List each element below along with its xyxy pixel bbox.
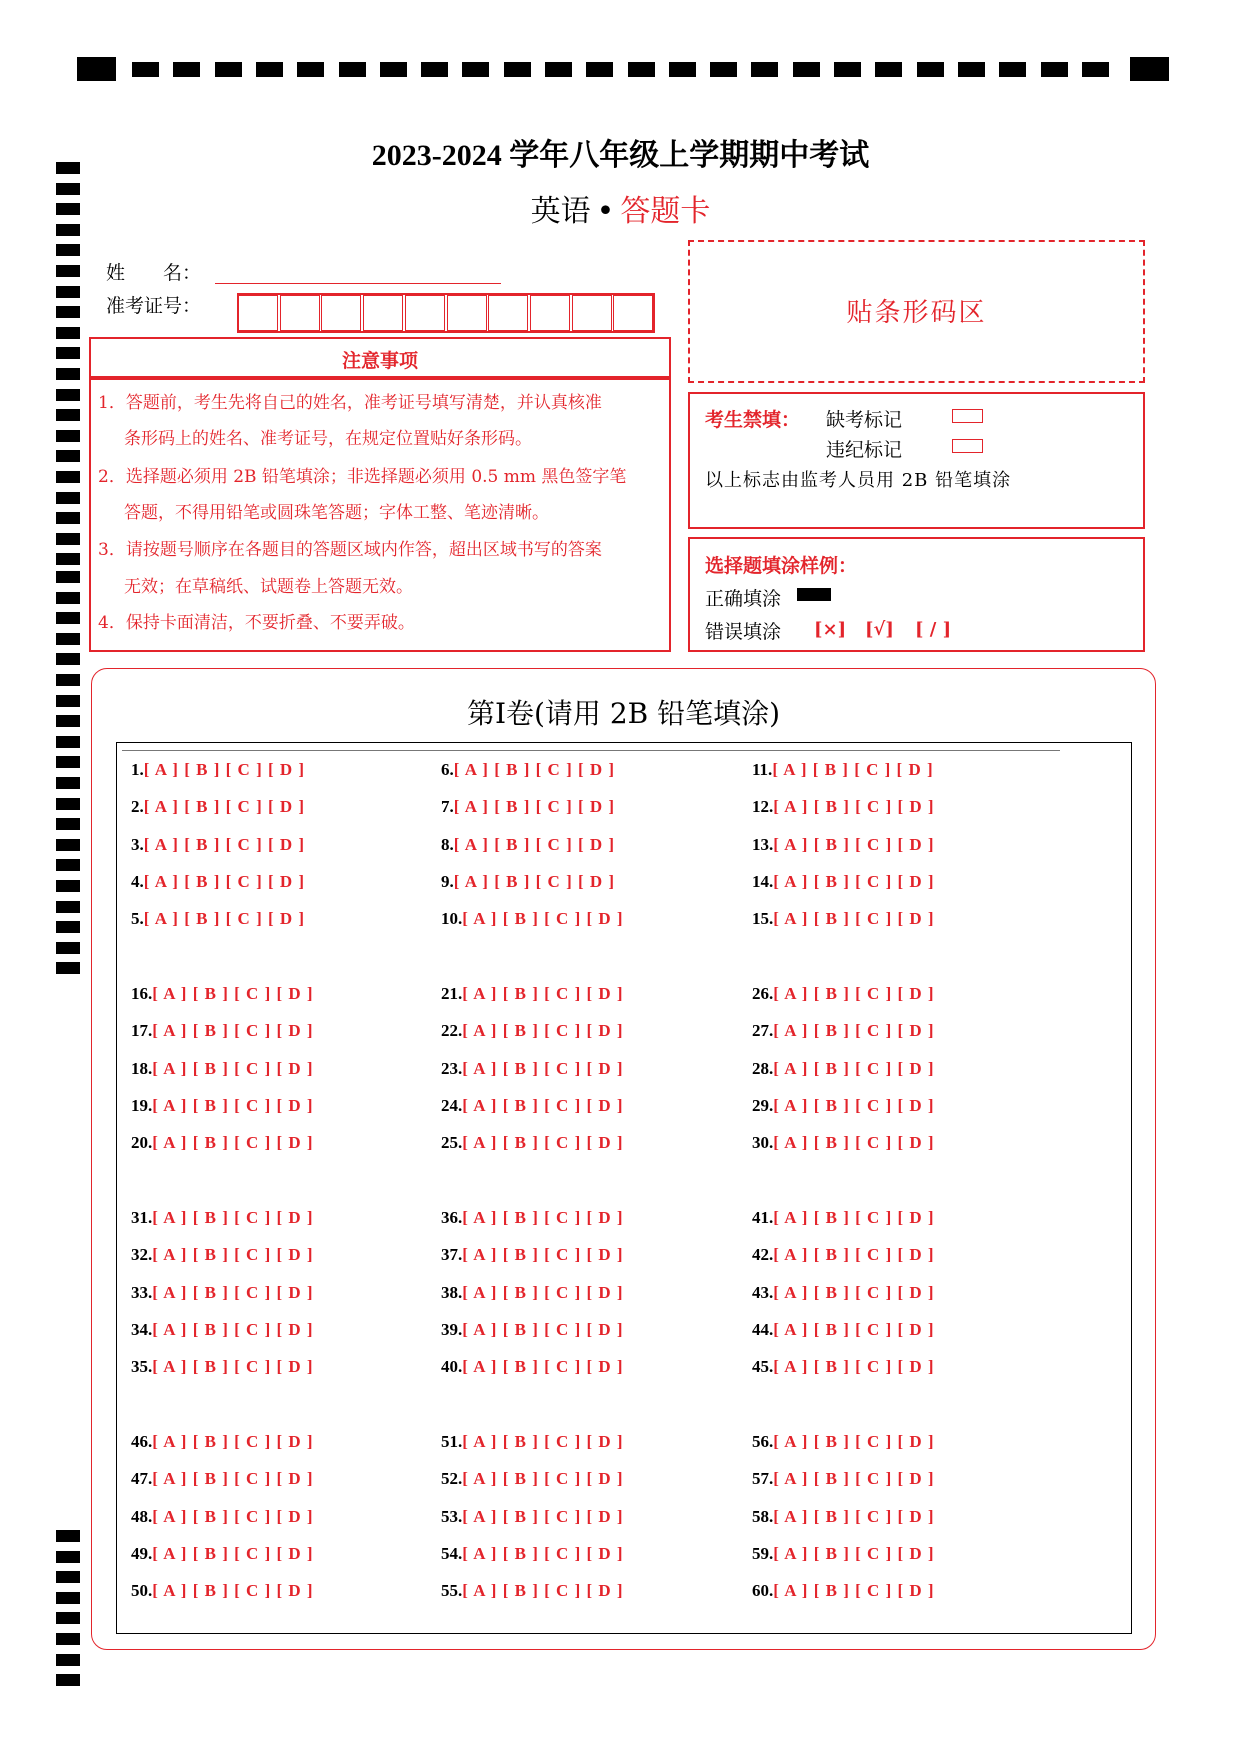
question-number: 56. <box>752 1432 774 1451</box>
question-number: 49. <box>131 1544 153 1563</box>
question-2-options[interactable] <box>131 797 305 817</box>
card-subtitle <box>0 186 1241 230</box>
timing-mark <box>56 553 80 565</box>
question-40-options[interactable] <box>441 1357 624 1377</box>
question-10-options[interactable] <box>441 909 624 929</box>
timing-mark <box>56 653 80 665</box>
timing-mark <box>56 571 80 583</box>
question-24-options[interactable] <box>441 1096 624 1116</box>
question-number: 3. <box>131 835 144 854</box>
question-21-options[interactable] <box>441 984 624 1004</box>
question-number: 17. <box>131 1021 153 1040</box>
question-number: 29. <box>752 1096 774 1115</box>
question-number: 39. <box>441 1320 463 1339</box>
question-number: 40. <box>441 1357 463 1376</box>
timing-mark <box>56 695 80 707</box>
question-number: 31. <box>131 1208 153 1227</box>
answer-bubbles[interactable]: [ A ] [ B ] [ C ] [ D ] <box>453 872 616 891</box>
timing-mark <box>56 347 80 359</box>
question-number: 19. <box>131 1096 153 1115</box>
timing-mark <box>56 715 80 727</box>
timing-mark <box>56 818 80 830</box>
timing-mark <box>421 62 448 77</box>
timing-mark <box>917 62 944 77</box>
question-38-options[interactable] <box>441 1283 624 1303</box>
timing-mark <box>132 62 159 77</box>
question-16-options[interactable] <box>131 984 314 1004</box>
question-number: 51. <box>441 1432 463 1451</box>
question-31-options[interactable] <box>131 1208 314 1228</box>
timing-mark <box>56 471 80 483</box>
answer-bubbles[interactable]: [ A ] [ B ] [ C ] [ D ] <box>453 760 616 779</box>
answer-bubbles[interactable]: [ A ] [ B ] [ C ] [ D ] <box>462 1021 624 1040</box>
question-number: 16. <box>131 984 153 1003</box>
timing-mark <box>56 512 80 524</box>
notice-line: 4．保持卡面清洁，不要折叠、不要弄破。 <box>98 613 415 633</box>
question-number: 13. <box>752 835 774 854</box>
id-digit-cell[interactable] <box>488 295 528 331</box>
card-type-label: 答题卡 <box>620 194 711 229</box>
timing-mark <box>77 57 116 81</box>
question-7-options[interactable] <box>441 797 615 817</box>
question-29-options[interactable] <box>752 1096 935 1116</box>
answer-bubbles[interactable]: [ A ] [ B ] [ C ] [ D ] <box>152 1544 314 1563</box>
timing-mark <box>56 1674 80 1686</box>
answer-bubbles[interactable]: [ A ] [ B ] [ C ] [ D ] <box>772 760 934 779</box>
question-number: 53. <box>441 1507 463 1526</box>
timing-mark <box>56 286 80 298</box>
notice-heading: 注意事项 <box>341 350 418 372</box>
question-43-options[interactable] <box>752 1283 935 1303</box>
answer-bubbles[interactable]: [ A ] [ B ] [ C ] [ D ] <box>462 1469 624 1488</box>
question-number: 1. <box>131 760 144 779</box>
id-digit-cell[interactable] <box>447 295 487 331</box>
question-60-options[interactable] <box>752 1581 935 1601</box>
question-34-options[interactable] <box>131 1320 314 1340</box>
question-number: 60. <box>752 1581 774 1600</box>
question-number: 45. <box>752 1357 774 1376</box>
timing-mark <box>504 62 531 77</box>
timing-mark <box>56 1571 80 1583</box>
timing-mark <box>56 265 80 277</box>
question-number: 4. <box>131 872 144 891</box>
answer-bubbles[interactable]: [ A ] [ B ] [ C ] [ D ] <box>152 1581 314 1600</box>
question-4-options[interactable] <box>131 872 305 892</box>
question-number: 36. <box>441 1208 463 1227</box>
timing-mark <box>1082 62 1109 77</box>
question-33-options[interactable] <box>131 1283 314 1303</box>
answer-bubbles[interactable]: [ A ] [ B ] [ C ] [ D ] <box>462 1208 624 1227</box>
question-44-options[interactable] <box>752 1320 935 1340</box>
answer-bubbles[interactable]: [ A ] [ B ] [ C ] [ D ] <box>152 1357 314 1376</box>
question-36-options[interactable] <box>441 1208 624 1228</box>
timing-mark <box>710 62 737 77</box>
answer-bubbles[interactable]: [ A ] [ B ] [ C ] [ D ] <box>152 1208 314 1227</box>
question-32-options[interactable] <box>131 1245 314 1265</box>
question-28-options[interactable] <box>752 1059 935 1079</box>
correct-fill-label: 正确填涂 <box>705 588 782 610</box>
name-label: 姓 名： <box>106 262 202 284</box>
id-digit-cell[interactable] <box>530 295 570 331</box>
question-56-options[interactable] <box>752 1432 935 1452</box>
question-number: 55. <box>441 1581 463 1600</box>
answer-bubbles[interactable]: [ A ] [ B ] [ C ] [ D ] <box>773 797 935 816</box>
answer-bubbles[interactable]: [ A ] [ B ] [ C ] [ D ] <box>152 1133 314 1152</box>
wrong-mark-cross: [×] <box>814 619 847 640</box>
answer-bubbles[interactable]: [ A ] [ B ] [ C ] [ D ] <box>462 1059 624 1078</box>
exam-title: 2023-2024 学年八年级上学期期中考试 <box>371 139 870 172</box>
answer-bubbles[interactable]: [ A ] [ B ] [ C ] [ D ] <box>773 1283 935 1302</box>
question-number: 5. <box>131 909 144 928</box>
question-17-options[interactable] <box>131 1021 314 1041</box>
timing-mark <box>56 368 80 380</box>
question-8-options[interactable] <box>441 835 615 855</box>
answer-bubbles[interactable]: [ A ] [ B ] [ C ] [ D ] <box>462 984 624 1003</box>
question-54-options[interactable] <box>441 1544 624 1564</box>
question-number: 32. <box>131 1245 153 1264</box>
question-19-options[interactable] <box>131 1096 314 1116</box>
barcode-area-label: 贴条形码区 <box>846 298 987 328</box>
answer-bubbles[interactable]: [ A ] [ B ] [ C ] [ D ] <box>152 1432 314 1451</box>
timing-mark <box>56 736 80 748</box>
id-digit-cell[interactable] <box>572 295 612 331</box>
answer-bubbles[interactable]: [ A ] [ B ] [ C ] [ D ] <box>462 1581 624 1600</box>
question-number: 44. <box>752 1320 774 1339</box>
timing-mark <box>1041 62 1068 77</box>
answer-bubbles[interactable]: [ A ] [ B ] [ C ] [ D ] <box>773 1469 935 1488</box>
timing-mark <box>56 901 80 913</box>
timing-mark <box>56 533 80 545</box>
question-22-options[interactable] <box>441 1021 624 1041</box>
question-number: 30. <box>752 1133 774 1152</box>
question-37-options[interactable] <box>441 1245 624 1265</box>
timing-mark <box>751 62 778 77</box>
id-digit-cell[interactable] <box>405 295 445 331</box>
notice-line: 2．选择题必须用 2B 铅笔填涂；非选择题必须用 0.5 mm 黑色签字笔 <box>98 467 627 487</box>
question-number: 58. <box>752 1507 774 1526</box>
timing-mark <box>56 430 80 442</box>
notice-line: 条形码上的姓名、准考证号，在规定位置贴好条形码。 <box>124 429 532 449</box>
section1-title: 第Ⅰ卷(请用 2B 铅笔填涂) <box>466 697 781 730</box>
answer-bubbles[interactable]: [ A ] [ B ] [ C ] [ D ] <box>453 797 616 816</box>
answer-grid-top-rule <box>122 750 1060 751</box>
subtitle-separator: • <box>596 194 615 229</box>
notice-line: 无效；在草稿纸、试题卷上答题无效。 <box>124 577 413 597</box>
timing-mark <box>56 839 80 851</box>
question-number: 34. <box>131 1320 153 1339</box>
question-53-options[interactable] <box>441 1507 624 1527</box>
answer-bubbles[interactable]: [ A ] [ B ] [ C ] [ D ] <box>773 1320 935 1339</box>
correct-fill-mark <box>797 588 831 601</box>
fill-sample-heading: 选择题填涂样例： <box>705 555 858 577</box>
question-number: 43. <box>752 1283 774 1302</box>
question-30-options[interactable] <box>752 1133 935 1153</box>
question-41-options[interactable] <box>752 1208 935 1228</box>
question-9-options[interactable] <box>441 872 615 892</box>
id-digit-cell[interactable] <box>280 295 320 331</box>
question-46-options[interactable] <box>131 1432 314 1452</box>
answer-bubbles[interactable]: [ A ] [ B ] [ C ] [ D ] <box>143 909 306 928</box>
id-digit-cell[interactable] <box>238 295 278 331</box>
answer-bubbles[interactable]: [ A ] [ B ] [ C ] [ D ] <box>462 1283 624 1302</box>
question-number: 42. <box>752 1245 774 1264</box>
question-18-options[interactable] <box>131 1059 314 1079</box>
absent-mark-label: 缺考标记 <box>826 409 903 431</box>
timing-mark <box>56 1551 80 1563</box>
timing-mark <box>56 1530 80 1542</box>
timing-mark <box>56 409 80 421</box>
timing-mark <box>56 1592 80 1604</box>
question-11-options[interactable] <box>752 760 934 780</box>
timing-mark <box>1130 57 1169 81</box>
question-1-options[interactable] <box>131 760 305 780</box>
answer-bubbles[interactable]: [ A ] [ B ] [ C ] [ D ] <box>462 1432 624 1451</box>
timing-mark <box>56 674 80 686</box>
answer-bubbles[interactable]: [ A ] [ B ] [ C ] [ D ] <box>773 1544 935 1563</box>
answer-bubbles[interactable]: [ A ] [ B ] [ C ] [ D ] <box>773 1581 935 1600</box>
timing-mark <box>56 1612 80 1624</box>
examiner-note: 以上标志由监考人员用 2B 铅笔填涂 <box>705 470 1012 491</box>
timing-mark <box>56 1633 80 1645</box>
question-5-options[interactable] <box>131 909 305 929</box>
answer-bubbles[interactable]: [ A ] [ B ] [ C ] [ D ] <box>773 1432 935 1451</box>
answer-bubbles[interactable]: [ A ] [ B ] [ C ] [ D ] <box>152 1021 314 1040</box>
timing-mark <box>56 1654 80 1666</box>
timing-mark <box>56 880 80 892</box>
question-number: 27. <box>752 1021 774 1040</box>
timing-mark <box>56 633 80 645</box>
answer-bubbles[interactable]: [ A ] [ B ] [ C ] [ D ] <box>773 1096 935 1115</box>
question-number: 38. <box>441 1283 463 1302</box>
answer-bubbles[interactable]: [ A ] [ B ] [ C ] [ D ] <box>462 1507 624 1526</box>
question-23-options[interactable] <box>441 1059 624 1079</box>
answer-bubbles[interactable]: [ A ] [ B ] [ C ] [ D ] <box>462 1133 624 1152</box>
question-48-options[interactable] <box>131 1507 314 1527</box>
notice-line: 1．答题前，考生先将自己的姓名，准考证号填写清楚，并认真核准 <box>98 393 602 413</box>
id-digit-cell[interactable] <box>321 295 361 331</box>
examiner-only-heading: 考生禁填： <box>705 409 801 431</box>
answer-bubbles[interactable]: [ A ] [ B ] [ C ] [ D ] <box>462 1096 624 1115</box>
notice-line: 3．请按题号顺序在各题目的答题区域内作答，超出区域书写的答案 <box>98 540 602 560</box>
question-number: 41. <box>752 1208 774 1227</box>
answer-bubbles[interactable]: [ A ] [ B ] [ C ] [ D ] <box>152 1245 314 1264</box>
question-14-options[interactable] <box>752 872 935 892</box>
question-number: 59. <box>752 1544 774 1563</box>
timing-mark <box>56 327 80 339</box>
answer-bubbles[interactable]: [ A ] [ B ] [ C ] [ D ] <box>143 872 306 891</box>
timing-mark <box>297 62 324 77</box>
answer-bubbles[interactable]: [ A ] [ B ] [ C ] [ D ] <box>773 1507 935 1526</box>
timing-mark <box>56 612 80 624</box>
answer-bubbles[interactable]: [ A ] [ B ] [ C ] [ D ] <box>462 909 624 928</box>
question-number: 26. <box>752 984 774 1003</box>
answer-bubbles[interactable]: [ A ] [ B ] [ C ] [ D ] <box>462 1544 624 1563</box>
timing-mark <box>834 62 861 77</box>
timing-mark <box>56 756 80 768</box>
answer-bubbles[interactable]: [ A ] [ B ] [ C ] [ D ] <box>152 1059 314 1078</box>
timing-mark <box>56 492 80 504</box>
question-47-options[interactable] <box>131 1469 314 1489</box>
timing-mark <box>215 62 242 77</box>
timing-mark <box>793 62 820 77</box>
answer-bubbles[interactable]: [ A ] [ B ] [ C ] [ D ] <box>152 1507 314 1526</box>
wrong-fill-label: 错误填涂 <box>705 621 782 643</box>
wrong-mark-slash: [ / ] <box>915 619 952 640</box>
answer-bubbles[interactable]: [ A ] [ B ] [ C ] [ D ] <box>152 984 314 1003</box>
answer-bubbles[interactable]: [ A ] [ B ] [ C ] [ D ] <box>773 1133 935 1152</box>
timing-mark <box>545 62 572 77</box>
timing-mark <box>958 62 985 77</box>
question-number: 28. <box>752 1059 774 1078</box>
question-number: 33. <box>131 1283 153 1302</box>
timing-mark <box>999 62 1026 77</box>
timing-mark <box>173 62 200 77</box>
question-number: 9. <box>441 872 454 891</box>
question-number: 46. <box>131 1432 153 1451</box>
question-number: 20. <box>131 1133 153 1152</box>
question-6-options[interactable] <box>441 760 615 780</box>
question-number: 35. <box>131 1357 153 1376</box>
violation-mark-label: 违纪标记 <box>826 439 903 461</box>
timing-mark <box>256 62 283 77</box>
question-50-options[interactable] <box>131 1581 314 1601</box>
answer-bubbles[interactable]: [ A ] [ B ] [ C ] [ D ] <box>152 1283 314 1302</box>
question-number: 21. <box>441 984 463 1003</box>
answer-bubbles[interactable]: [ A ] [ B ] [ C ] [ D ] <box>143 835 306 854</box>
answer-bubbles[interactable]: [ A ] [ B ] [ C ] [ D ] <box>773 1357 935 1376</box>
timing-mark <box>56 859 80 871</box>
question-49-options[interactable] <box>131 1544 314 1564</box>
answer-bubbles[interactable]: [ A ] [ B ] [ C ] [ D ] <box>152 1320 314 1339</box>
timing-mark <box>56 798 80 810</box>
question-number: 10. <box>441 909 463 928</box>
question-number: 8. <box>441 835 454 854</box>
timing-mark <box>56 592 80 604</box>
answer-bubbles[interactable]: [ A ] [ B ] [ C ] [ D ] <box>773 1021 935 1040</box>
timing-mark <box>669 62 696 77</box>
question-42-options[interactable] <box>752 1245 935 1265</box>
answer-bubbles[interactable]: [ A ] [ B ] [ C ] [ D ] <box>462 1357 624 1376</box>
id-digit-cell[interactable] <box>613 295 653 331</box>
timing-mark <box>56 450 80 462</box>
question-number: 24. <box>441 1096 463 1115</box>
question-12-options[interactable] <box>752 797 935 817</box>
timing-mark <box>875 62 902 77</box>
question-45-options[interactable] <box>752 1357 935 1377</box>
question-number: 37. <box>441 1245 463 1264</box>
notice-line: 答题，不得用铅笔或圆珠笔答题；字体工整、笔迹清晰。 <box>124 503 549 523</box>
question-number: 52. <box>441 1469 463 1488</box>
timing-mark <box>56 962 80 974</box>
timing-mark <box>586 62 613 77</box>
answer-bubbles[interactable]: [ A ] [ B ] [ C ] [ D ] <box>453 835 616 854</box>
question-number: 57. <box>752 1469 774 1488</box>
timing-mark <box>56 306 80 318</box>
question-number: 6. <box>441 760 454 779</box>
violation-mark-box[interactable] <box>952 439 983 453</box>
question-number: 25. <box>441 1133 463 1152</box>
question-3-options[interactable] <box>131 835 305 855</box>
question-52-options[interactable] <box>441 1469 624 1489</box>
answer-bubbles[interactable]: [ A ] [ B ] [ C ] [ D ] <box>143 797 306 816</box>
question-number: 47. <box>131 1469 153 1488</box>
question-26-options[interactable] <box>752 984 935 1004</box>
answer-bubbles[interactable]: [ A ] [ B ] [ C ] [ D ] <box>773 872 935 891</box>
question-number: 7. <box>441 797 454 816</box>
question-number: 18. <box>131 1059 153 1078</box>
question-25-options[interactable] <box>441 1133 624 1153</box>
question-number: 50. <box>131 1581 153 1600</box>
question-number: 12. <box>752 797 774 816</box>
question-number: 22. <box>441 1021 463 1040</box>
answer-bubbles[interactable]: [ A ] [ B ] [ C ] [ D ] <box>152 1096 314 1115</box>
answer-bubbles[interactable]: [ A ] [ B ] [ C ] [ D ] <box>773 1059 935 1078</box>
timing-mark <box>56 389 80 401</box>
question-number: 23. <box>441 1059 463 1078</box>
timing-mark <box>56 777 80 789</box>
question-number: 54. <box>441 1544 463 1563</box>
question-number: 2. <box>131 797 144 816</box>
absent-mark-box[interactable] <box>952 409 983 423</box>
timing-mark <box>56 942 80 954</box>
question-39-options[interactable] <box>441 1320 624 1340</box>
answer-bubbles[interactable]: [ A ] [ B ] [ C ] [ D ] <box>462 1245 624 1264</box>
answer-bubbles[interactable]: [ A ] [ B ] [ C ] [ D ] <box>462 1320 624 1339</box>
question-15-options[interactable] <box>752 909 935 929</box>
answer-bubbles[interactable]: [ A ] [ B ] [ C ] [ D ] <box>773 984 935 1003</box>
answer-bubbles[interactable]: [ A ] [ B ] [ C ] [ D ] <box>773 909 935 928</box>
question-59-options[interactable] <box>752 1544 935 1564</box>
question-51-options[interactable] <box>441 1432 624 1452</box>
answer-bubbles[interactable]: [ A ] [ B ] [ C ] [ D ] <box>773 1208 935 1227</box>
question-58-options[interactable] <box>752 1507 935 1527</box>
timing-mark <box>380 62 407 77</box>
answer-bubbles[interactable]: [ A ] [ B ] [ C ] [ D ] <box>152 1469 314 1488</box>
timing-mark <box>56 244 80 256</box>
question-number: 14. <box>752 872 774 891</box>
question-number: 48. <box>131 1507 153 1526</box>
subject-label: 英语 <box>530 194 591 229</box>
id-digit-cell[interactable] <box>363 295 403 331</box>
wrong-mark-check: [√] <box>865 619 894 640</box>
timing-mark <box>462 62 489 77</box>
question-57-options[interactable] <box>752 1469 935 1489</box>
question-35-options[interactable] <box>131 1357 314 1377</box>
question-20-options[interactable] <box>131 1133 314 1153</box>
answer-bubbles[interactable]: [ A ] [ B ] [ C ] [ D ] <box>143 760 306 779</box>
timing-mark <box>628 62 655 77</box>
question-27-options[interactable] <box>752 1021 935 1041</box>
question-number: 11. <box>752 760 773 779</box>
question-55-options[interactable] <box>441 1581 624 1601</box>
id-label: 准考证号： <box>106 295 202 317</box>
answer-bubbles[interactable]: [ A ] [ B ] [ C ] [ D ] <box>773 835 935 854</box>
timing-mark <box>56 921 80 933</box>
question-number: 15. <box>752 909 774 928</box>
name-field[interactable] <box>215 283 501 284</box>
question-13-options[interactable] <box>752 835 935 855</box>
timing-mark <box>339 62 366 77</box>
answer-bubbles[interactable]: [ A ] [ B ] [ C ] [ D ] <box>773 1245 935 1264</box>
